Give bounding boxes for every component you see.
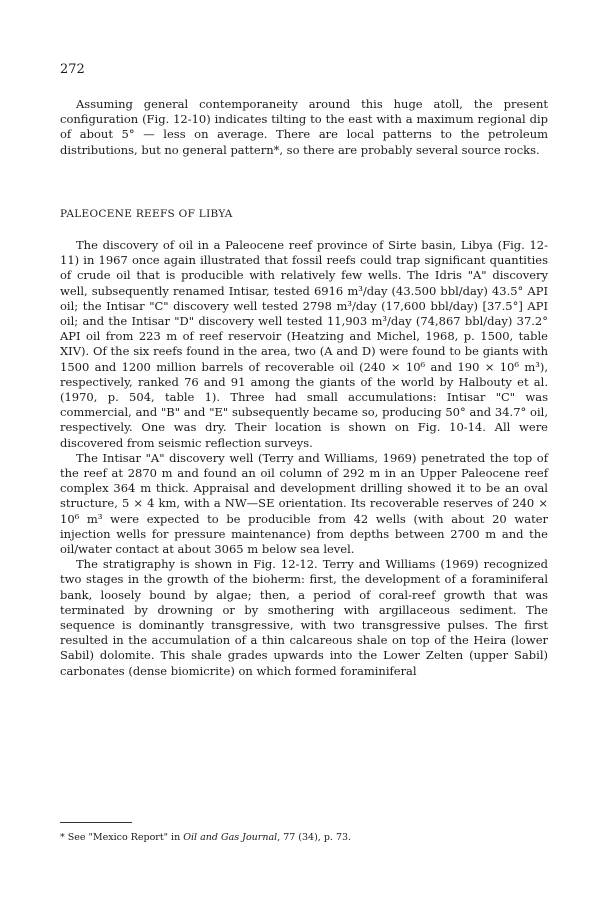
page-number: 272	[60, 62, 85, 77]
footnote-prefix: * See "Mexico Report" in	[60, 832, 184, 843]
intro-paragraph: Assuming general contemporaneity around this huge atoll, the present configuration (Fig. 12-10) indicates tilting to the east with a maximum regional dip of about 5° — less on average. There are local patterns to the petroleum distributions, but no general pattern*, so there are probably several source rocks.	[60, 97, 548, 157]
body-paragraph-2: The Intisar "A" discovery well (Terry and Williams, 1969) penetrated the top of the reef at 2870 m and found an oil column of 292 m in an Upper Paleocene reef complex 364 m thick. Appraisal and development drilling showed it to be an oval structure, 5 × 4 km, with a NW—SE orientation. Its recoverable reserves of 240 × 10⁶ m³ were expected to be producible from 42 wells (with about 20 water injection wells for pressure maintenance) from depths between 2700 m and the oil/water contact at about 3065 m below sea level.	[60, 450, 548, 557]
body-paragraph-3: The stratigraphy is shown in Fig. 12-12. Terry and Williams (1969) recognized two stages in the growth of the bioherm: first, the development of a foraminiferal bank, loosely bound by algae; then, a period of coral-reef growth that was terminated by drowning or by smothering with argillaceous sediment. The sequence is dominantly transgressive, with two transgressive pulses. The first resulted in the accumulation of a thin calcareous shale on top of the Heira (lower Sabil) dolomite. This shale grades upwards into the Lower Zelten (upper Sabil) carbonates (dense biomicrite) on which formed foraminiferal	[60, 557, 548, 678]
footnote-journal: Oil and Gas Journal	[183, 832, 278, 843]
footnote-suffix: , 77 (34), p. 73.	[277, 832, 352, 843]
section-body	[60, 238, 548, 679]
footnote-divider	[60, 822, 132, 823]
body-paragraph-1: The discovery of oil in a Paleocene reef province of Sirte basin, Libya (Fig. 12-11) in 1967 once again illustrated that fossil reefs could trap significant quantities of crude oil that is producible with relatively few wells. The Idris "A" discovery well, subsequently renamed Intisar, tested 6916 m³/day (43.500 bbl/day) 43.5° API oil; the Intisar "C" discovery well tested 2798 m³/day (17,600 bbl/day) [37.5°] API oil; and the Intisar "D" discovery well tested 11,903 m³/day (74,867 bbl/day) 37.2° API oil from 223 m of reef reservoir (Heatzing and Michel, 1968, p. 1500, table XIV). Of the six reefs found in the area, two (A and D) were found to be giants with 1500 and 1200 million barrels of recoverable oil (240 × 10⁶ and 190 × 10⁶ m³), respectively, ranked 76 and 91 among the giants of the world by Halbouty et al. (1970, p. 504, table 1). Three had small accumulations: Intisar "C" was commercial, and "B" and "E" subsequently became so, producing 50° and 34.7° oil, respectively. One was dry. Their location is shown on Fig. 10-14. All were discovered from seismic reflection surveys.	[60, 238, 548, 450]
intro-section	[60, 97, 548, 158]
footnote	[60, 832, 351, 844]
section-heading: PALEOCENE REEFS OF LIBYA	[60, 208, 233, 220]
